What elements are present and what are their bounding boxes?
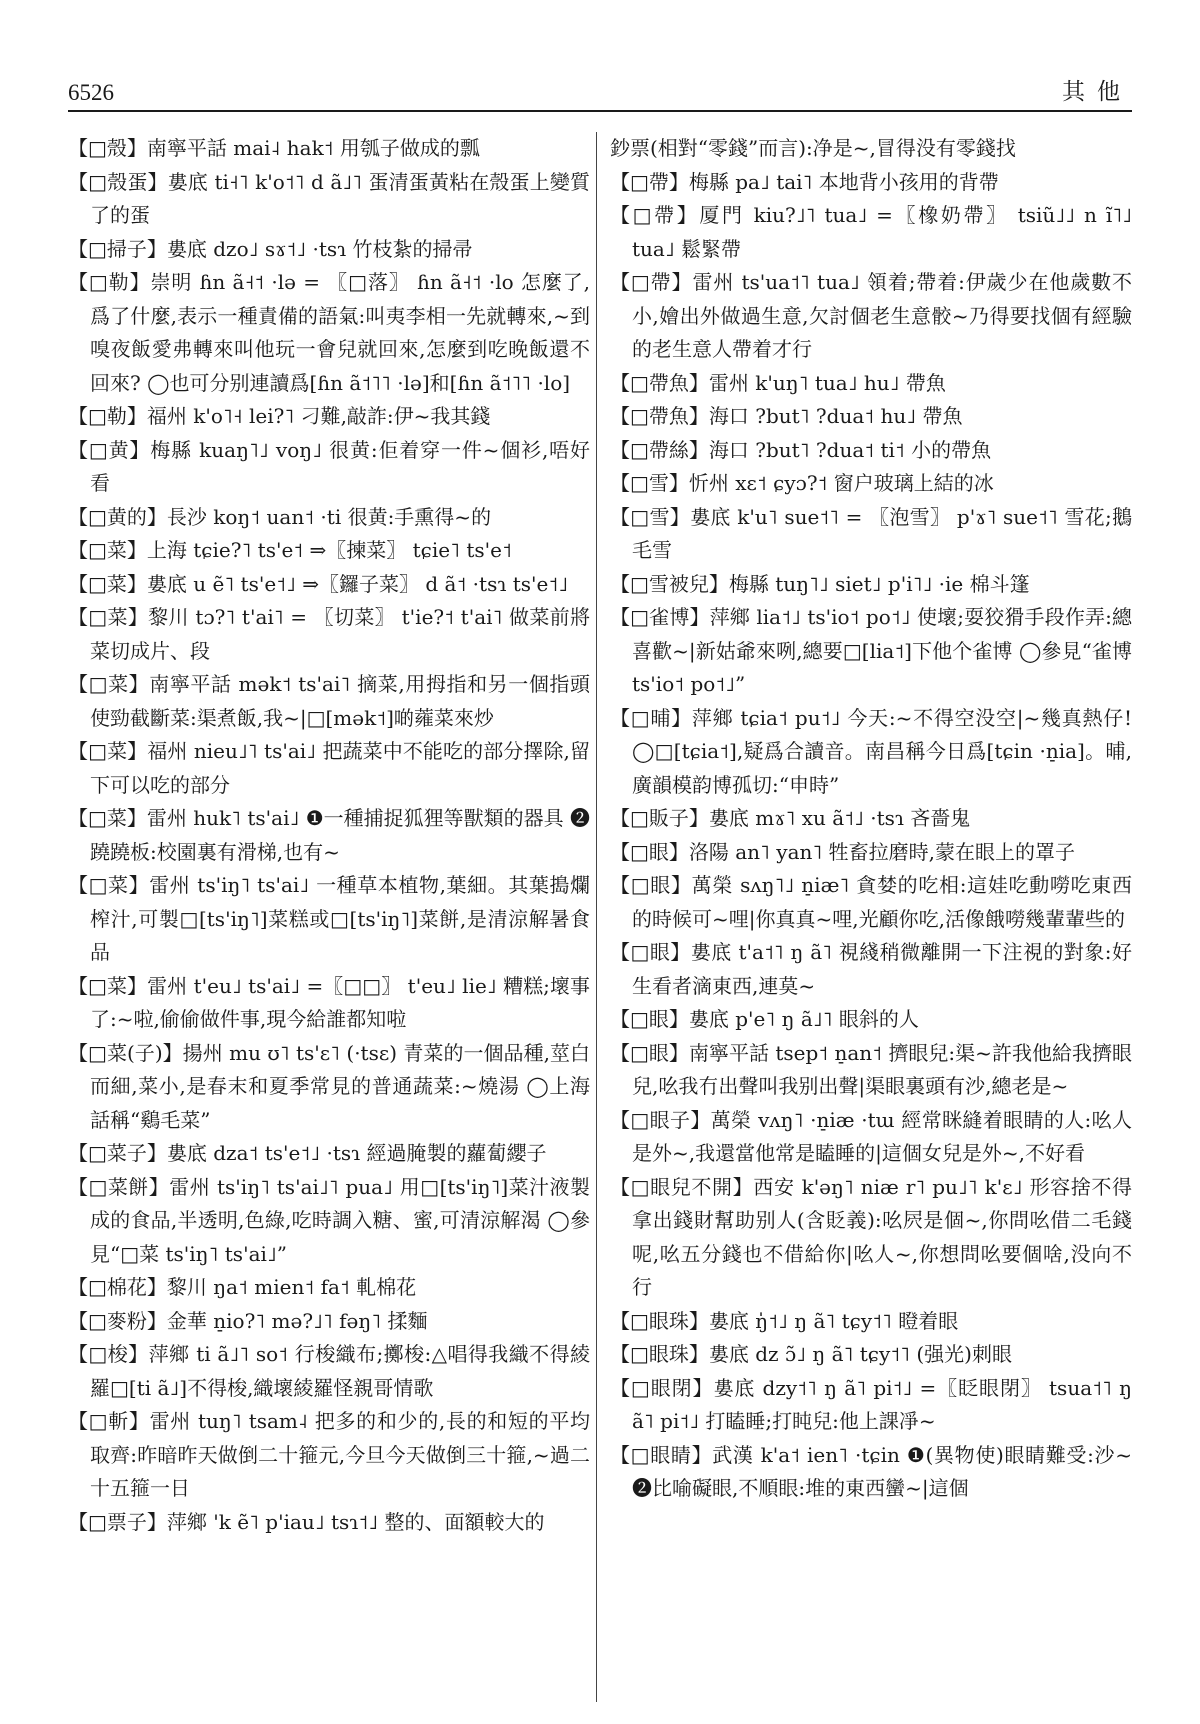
dictionary-entry: 【□勒】福州 k'o˥˧ lei?˥ 刁難,敲詐:伊~我其錢: [68, 404, 491, 428]
dictionary-entry: 【□黄的】長沙 koŋ˦ uan˦ ·ti 很黄:手熏得~的: [68, 504, 492, 529]
dictionary-entry-continued: 鈔票(相對“零錢”而言):净是~,冒得没有零錢找: [610, 136, 1016, 160]
dictionary-entry: 【□眼】婁底 p'e˥ ŋ ã˩˥ 眼斜的人: [610, 1007, 919, 1031]
dictionary-entry: 【□菜子】婁底 dza˦ ts'e˦˩ ·tsɿ 經過腌製的蘿蔔纓子: [68, 1141, 547, 1165]
dictionary-entry: 【□菜】上海 tɕie?˥ ts'e˦ ⇒〖揀菜〗 tɕie˥ ts'e˦: [68, 538, 512, 562]
dictionary-entry: 【□菜】婁底 u ẽ˥ ts'e˦˩ ⇒〖鑼子菜〗 d ã˦ ·tsɿ ts'e˦˩: [68, 571, 569, 596]
dictionary-entry: 【□眼】婁底 t'a˦˥ ŋ ã˥ 視綫稍微離開一下注視的對象:好生看者滴東西,連莫~: [610, 940, 1132, 998]
dictionary-entry: 【□雀博】萍鄉 lia˦˩ ts'io˦ po˦˩ 使壞;耍狡猾手段作弄:總喜歡~|新姑爺來咧,總要□[lia˦]下他个雀博 ◯參見“雀博 ts'io˦ po˦˩”: [610, 605, 1132, 696]
dictionary-entry: 【□菜餅】雷州 ts'iŋ˥ ts'ai˩˥ pua˩ 用□[ts'iŋ˥]菜汁液製成的食品,半透明,色綠,吃時調入糖、蜜,可清涼解渴 ◯參見“□菜 ts'iŋ˥ ts'ai˩”: [68, 1174, 590, 1266]
dictionary-entry: 【□眼】南寧平話 tsep˦ n̠an˦ 擠眼兒:渠~許我他給我擠眼兒,吆我冇出聲叫我别出聲|渠眼裏頭有沙,總老是~: [610, 1040, 1132, 1098]
dictionary-entry: 【□眼珠】婁底 ŋ̍˦˩ ŋ ã˥ tɕy˦˥ 瞪着眼: [610, 1308, 959, 1333]
dictionary-entry: 【□眼】萬榮 sʌŋ˥˩ n̠iæ˥ 貪婪的吃相:這娃吃動嘮吃東西的時候可~哩|你真真~哩,光顧你吃,活像餓嘮幾輩輩些的: [610, 873, 1132, 931]
dictionary-entry: 【□眼閉】婁底 dzy˦˥ ŋ ã˥ pi˦˩ =〖眨眼閉〗 tsua˦˥ ŋ ã˥ pi˦˩ 打瞌睡;打盹兒:他上課凈~: [610, 1375, 1132, 1433]
dictionary-entry: 【□菜】黎川 tɔ?˥ t'ai˥ = 〖切菜〗 t'ie?˦ t'ai˥ 做菜前將菜切成片、段: [68, 605, 590, 663]
dictionary-entry: 【□黄】梅縣 kuaŋ˥˩ voŋ˩ 很黄:佢着穿一件~個衫,唔好看: [68, 437, 590, 495]
dictionary-entry: 【□晡】萍鄉 tɕia˦ pu˦˩ 今天:~不得空没空|~幾真熱仔! ◯□[tɕia˦],疑爲合讀音。南昌稱今日爲[tɕin ·n̠ia]。晡,廣韻模韵博孤切:“申時”: [610, 705, 1132, 797]
dictionary-entry: 【□勒】崇明 ɦn ã˧˦ ·lə = 〖□落〗 ɦn ã˧˦ ·lo 怎麼了,爲了什麼,表示一種責備的語氣:叫夷李相一先就轉來,~到嗅夜飯愛弗轉來叫他玩一會兒就回來,怎麼到吃晚飯還不回來? ◯也可分别連讀爲[ɦn ã˦˥˥ ·lə]和[ɦn ã˦˥˥ ·lo]: [68, 270, 590, 395]
dictionary-entry: 【□麥粉】金華 n̠io?˥ mə?˩˥ fəŋ˥ 揉麵: [68, 1308, 428, 1333]
left-column: [68, 132, 590, 1702]
dictionary-entry: 【□菜】雷州 t'eu˩ ts'ai˩ =〖□□〗 t'eu˩ lie˩ 糟糕;壞事了:~啦,偷偷做件事,現今給誰都知啦: [68, 973, 590, 1031]
dictionary-entry: 【□帶魚】雷州 k'uŋ˥ tua˩ hu˩ 帶魚: [610, 370, 946, 395]
dictionary-entry: 【□斬】雷州 tuŋ˥ tsam˨ 把多的和少的,長的和短的平均取齊:昨暗昨天做倒二十箍元,今旦今天做倒三十箍,~過二十五箍一日: [68, 1409, 590, 1500]
dictionary-entry: 【□眼】洛陽 an˥ yan˥ 牲畜拉磨時,蒙在眼上的罩子: [610, 839, 1075, 864]
dictionary-entry: 【□眼珠】婁底 dz ɔ̃˩ ŋ ã˥ tɕy˦˥ (强光)刺眼: [610, 1342, 1012, 1366]
dictionary-entry: 【□帶絲】海口 ?but˥ ?dua˦ ti˦ 小的帶魚: [610, 437, 992, 462]
dictionary-entry: 【□梭】萍鄉 ti ã˩˥ so˦ 行梭織布;擲梭:△唱得我織不得綾羅□[ti ã˩]不得梭,織壞綾羅怪親哥情歌: [68, 1342, 590, 1400]
dictionary-entry: 【□販子】婁底 mɤ˥ xu ã˦˩ ·tsɿ 吝嗇鬼: [610, 806, 971, 830]
dictionary-entry: 【□菜】雷州 ts'iŋ˥ ts'ai˩ 一種草本植物,葉細。其葉搗爛榨汁,可製□[ts'iŋ˥]菜糕或□[ts'iŋ˥]菜餅,是清涼解暑食品: [68, 873, 590, 964]
dictionary-entry: 【□菜】南寧平話 mək˦ ts'ai˥ 摘菜,用拇指和另一個指頭使勁截斷菜:渠煮飯,我~|□[mək˦]啲蕹菜來炒: [68, 672, 590, 730]
dictionary-entry: 【□眼兒不開】西安 k'əŋ˥ niæ r˥ pu˩˥ k'ɛ˩ 形容捨不得拿出錢財幫助别人(含貶義):吆屄是個~,你問吆借二毛錢呢,吆五分錢也不借給你|吆人~,你想問吆要個啥,没向不行: [610, 1174, 1132, 1299]
dictionary-entry: 【□帶】梅縣 pa˩ tai˥ 本地背小孩用的背帶: [610, 169, 999, 194]
dictionary-entry: 【□雪】忻州 xɛ˦ ɕyɔ?˦ 窗户玻璃上結的冰: [610, 471, 994, 495]
dictionary-entry: 【□雪】婁底 k'u˥ sue˦˥ = 〖泡雪〗 p'ɤ˥ sue˦˥ 雪花;鵝毛雪: [610, 504, 1132, 562]
right-column: [610, 132, 1132, 1702]
dictionary-entry: 【□帶魚】海口 ?but˥ ?dua˦ hu˩ 帶魚: [610, 404, 963, 428]
dictionary-entry: 【□掃子】婁底 dzo˩ sɤ˦˩ ·tsɿ 竹枝紮的掃帚: [68, 236, 473, 261]
page-header: [68, 72, 1132, 112]
dictionary-entry: 【□雪被兒】梅縣 tuŋ˥˩ siet˩ p'i˥˩ ·ie 棉斗篷: [610, 571, 1030, 596]
dictionary-entry: 【□殼蛋】婁底 ti˧˥ k'o˦˥ d ã˩˥ 蛋清蛋黃粘在殼蛋上變質了的蛋: [68, 169, 590, 227]
dictionary-entry: 【□棉花】黎川 ŋa˦ mien˦ fa˦ 軋棉花: [68, 1275, 417, 1299]
dictionary-entry: 【□眼睛】武漢 k'a˦ ien˥ ·tɕin ❶(異物使)眼睛難受:沙~ ❷比喻礙眼,不順眼:堆的東西蠻~|這個: [610, 1442, 1132, 1500]
dictionary-entry: 【□帶】厦門 kiu?˩˥ tua˩ =〖橡奶帶〗 tsiũ˩˩ n ĩ˥˩ tua˩ 鬆緊帶: [610, 203, 1132, 261]
dictionary-entry: 【□菜(子)】揚州 mu ʊ˥ ts'ɛ˥ (·tsɛ) 青菜的一個品種,莖白而細,菜小,是春末和夏季常見的普通蔬菜:~燒湯 ◯上海話稱“鷄毛菜”: [68, 1040, 590, 1132]
dictionary-entry: 【□殼】南寧平話 mai˨ hak˦ 用瓠子做成的瓢: [68, 136, 480, 160]
column-divider: [596, 132, 597, 1702]
dictionary-entry: 【□帶】雷州 ts'ua˦˥ tua˩ 領着;帶着:伊歲少在他歲數不小,嬒出外做過生意,欠討個老生意骹~乃得要找個有經驗的老生意人帶着才行: [610, 270, 1132, 361]
dictionary-entry: 【□菜】福州 nieu˩˥ ts'ai˩ 把蔬菜中不能吃的部分擇除,留下可以吃的部分: [68, 739, 590, 797]
page-title: 其他: [1062, 79, 1132, 105]
page-number: 6526: [68, 80, 114, 105]
dictionary-entry: 【□眼子】萬榮 vʌŋ˥ ·n̠iæ ·tɯ 經常眯縫着眼睛的人:吆人是外~,我還當他常是瞌睡的|這個女兒是外~,不好看: [610, 1107, 1132, 1165]
dictionary-entry: 【□菜】雷州 huk˥ ts'ai˩ ❶一種捕捉狐狸等獸類的器具 ❷蹺蹺板:校園裏有滑梯,也有~: [68, 806, 590, 864]
dictionary-entry: 【□票子】萍鄉 'k ẽ˥ p'iau˩ tsɿ˦˩ 整的、面額較大的: [68, 1509, 545, 1534]
